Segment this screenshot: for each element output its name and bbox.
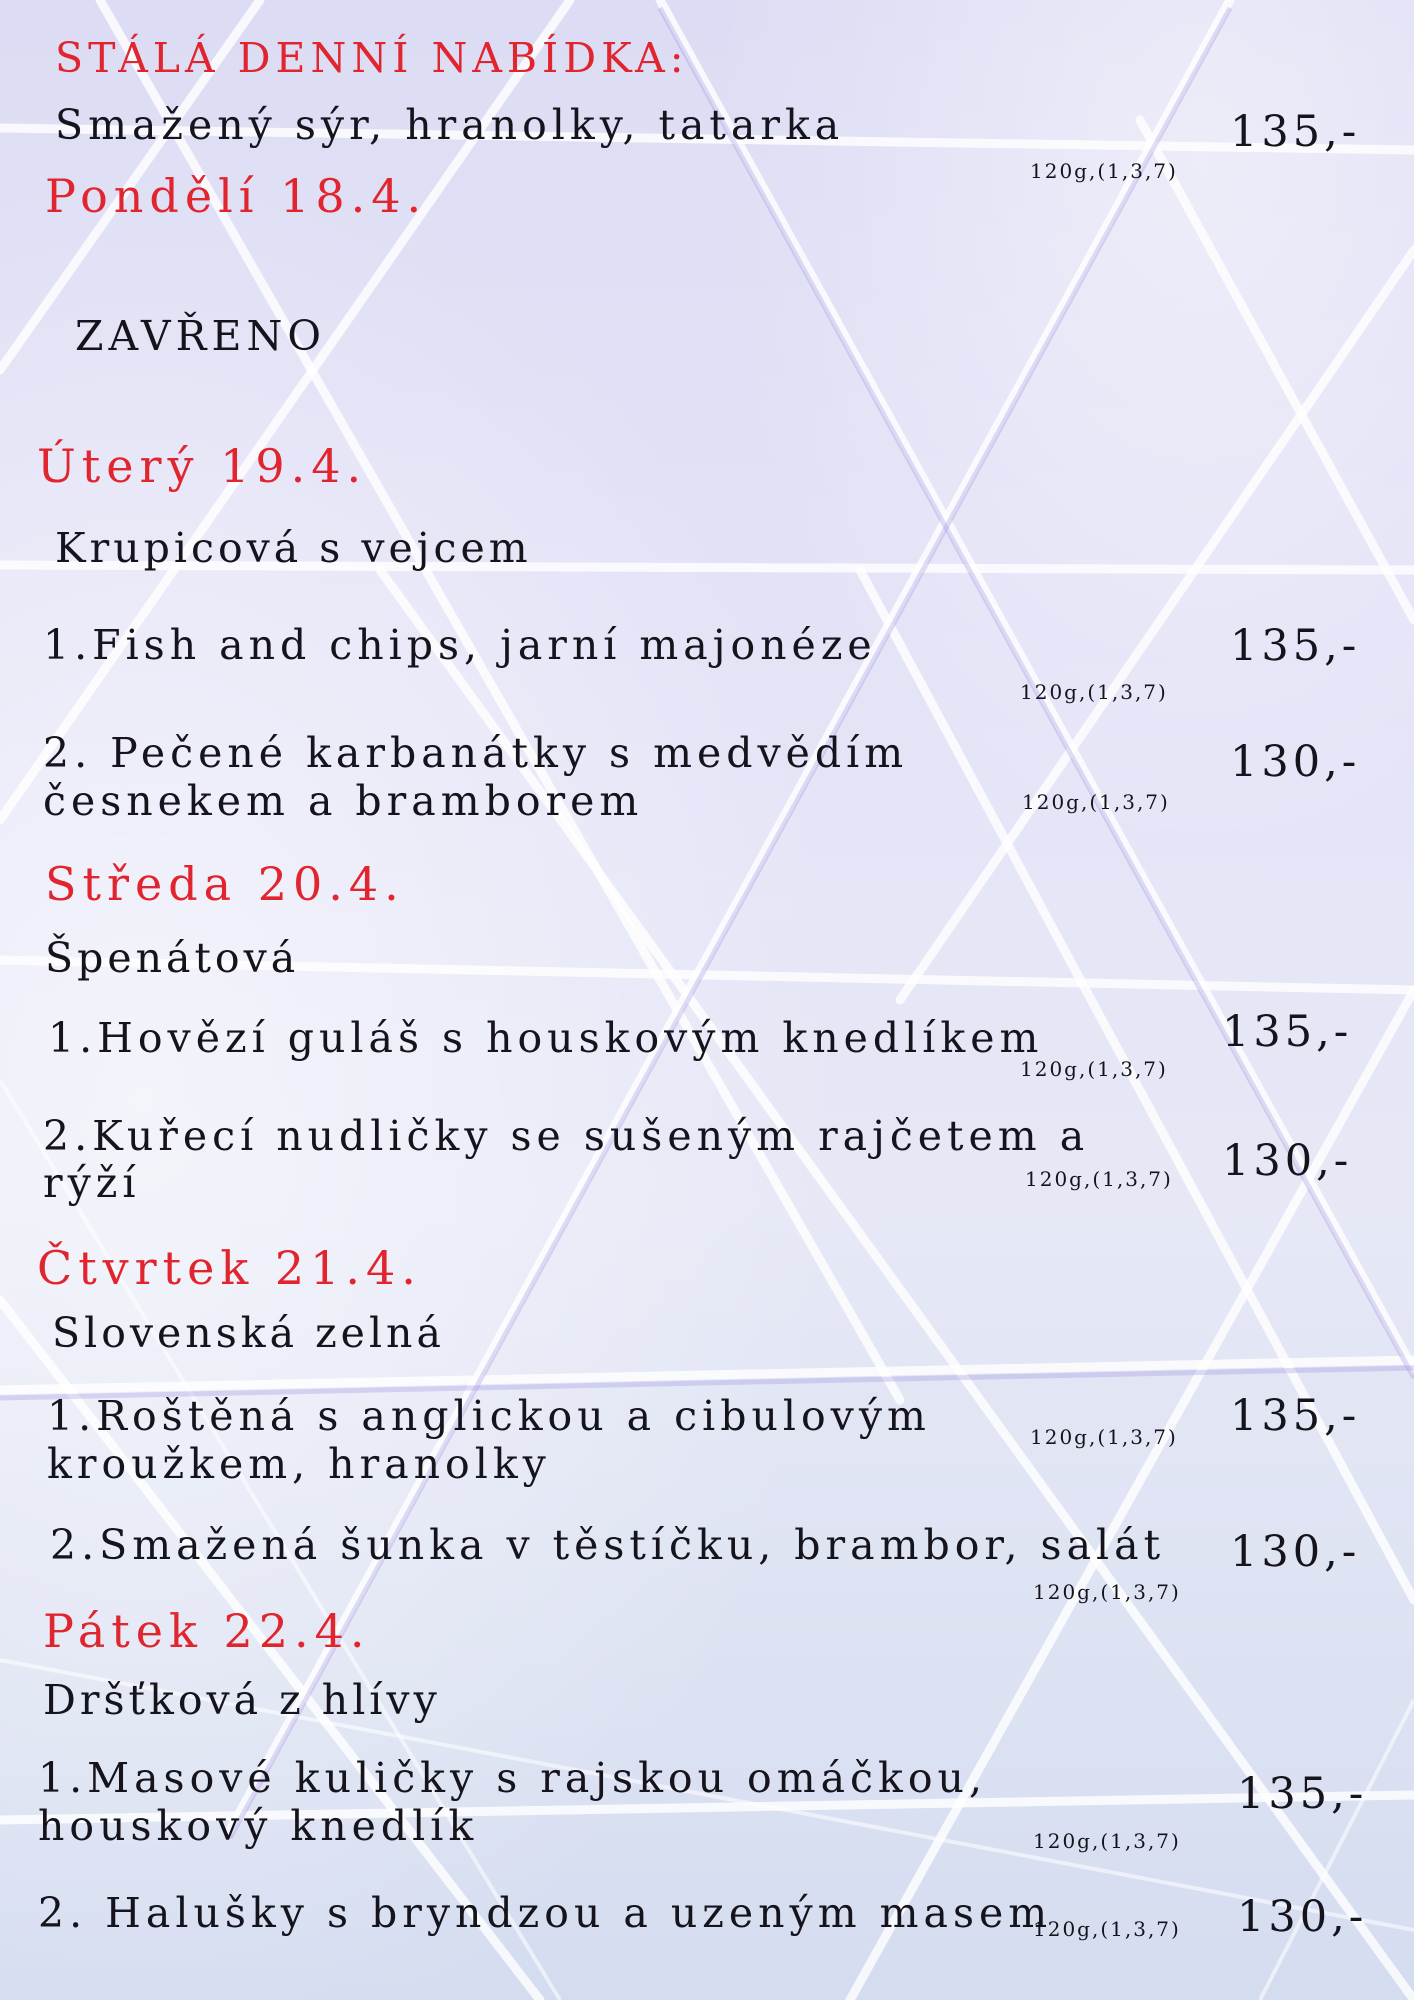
thursday-meal1-line2: kroužkem, hranolky: [47, 1440, 551, 1488]
wednesday-meal1: 1.Hovězí guláš s houskovým knedlíkem: [48, 1014, 1044, 1062]
friday-meal1-line2: houskový knedlík: [38, 1802, 479, 1850]
wednesday-meal2-price: 130,-: [1222, 1136, 1353, 1186]
wednesday-soup: Špenátová: [45, 934, 300, 982]
wednesday-heading: Středa 20.4.: [45, 857, 405, 911]
friday-meal2-weight: 120g,(1,3,7): [1033, 1917, 1181, 1941]
friday-meal2-price: 130,-: [1237, 1892, 1368, 1942]
thursday-meal1-price: 135,-: [1230, 1391, 1361, 1441]
friday-meal1-line1: 1.Masové kuličky s rajskou omáčkou,: [38, 1754, 987, 1802]
tuesday-meal1-weight: 120g,(1,3,7): [1020, 680, 1168, 704]
tuesday-meal2-line2: česnekem a bramborem: [43, 777, 644, 825]
friday-meal1-weight: 120g,(1,3,7): [1033, 1829, 1181, 1853]
thursday-heading: Čtvrtek 21.4.: [37, 1241, 422, 1295]
tuesday-meal2-weight: 120g,(1,3,7): [1022, 790, 1170, 814]
friday-meal1-price: 135,-: [1237, 1769, 1368, 1819]
wednesday-meal2-line2: rýží: [43, 1159, 141, 1207]
tuesday-meal1-price: 135,-: [1230, 621, 1361, 671]
friday-heading: Pátek 22.4.: [43, 1604, 371, 1658]
thursday-soup: Slovenská zelná: [52, 1309, 445, 1357]
thursday-meal1-line1: 1.Roštěná s anglickou a cibulovým: [47, 1392, 931, 1440]
friday-meal2: 2. Halušky s bryndzou a uzeným masem: [38, 1889, 1053, 1937]
standing-offer-item: Smažený sýr, hranolky, tatarka: [55, 101, 845, 149]
thursday-meal2-price: 130,-: [1230, 1527, 1361, 1577]
friday-soup: Dršťková z hlívy: [43, 1676, 441, 1724]
standing-offer-price: 135,-: [1230, 107, 1361, 157]
monday-heading: Pondělí 18.4.: [45, 169, 428, 223]
thursday-meal2-weight: 120g,(1,3,7): [1033, 1580, 1181, 1604]
tuesday-meal1: 1.Fish and chips, jarní majonéze: [43, 621, 877, 669]
standing-offer-weight: 120g,(1,3,7): [1030, 159, 1178, 183]
wednesday-meal1-price: 135,-: [1222, 1007, 1353, 1057]
wednesday-meal1-weight: 120g,(1,3,7): [1020, 1057, 1168, 1081]
thursday-meal2: 2.Smažená šunka v těstíčku, brambor, salát: [50, 1521, 1166, 1569]
thursday-meal1-weight: 120g,(1,3,7): [1030, 1425, 1178, 1449]
standing-offer-heading: STÁLÁ DENNÍ NABÍDKA:: [55, 34, 689, 82]
wednesday-meal2-line1: 2.Kuřecí nudličky se sušeným rajčetem a: [43, 1112, 1090, 1160]
tuesday-soup: Krupicová s vejcem: [55, 524, 532, 572]
tuesday-meal2-line1: 2. Pečené karbanátky s medvědím: [43, 729, 909, 777]
tuesday-meal2-price: 130,-: [1230, 737, 1361, 787]
tuesday-heading: Úterý 19.4.: [37, 439, 368, 493]
wednesday-meal2-weight: 120g,(1,3,7): [1025, 1167, 1173, 1191]
monday-closed-note: ZAVŘENO: [75, 312, 326, 360]
